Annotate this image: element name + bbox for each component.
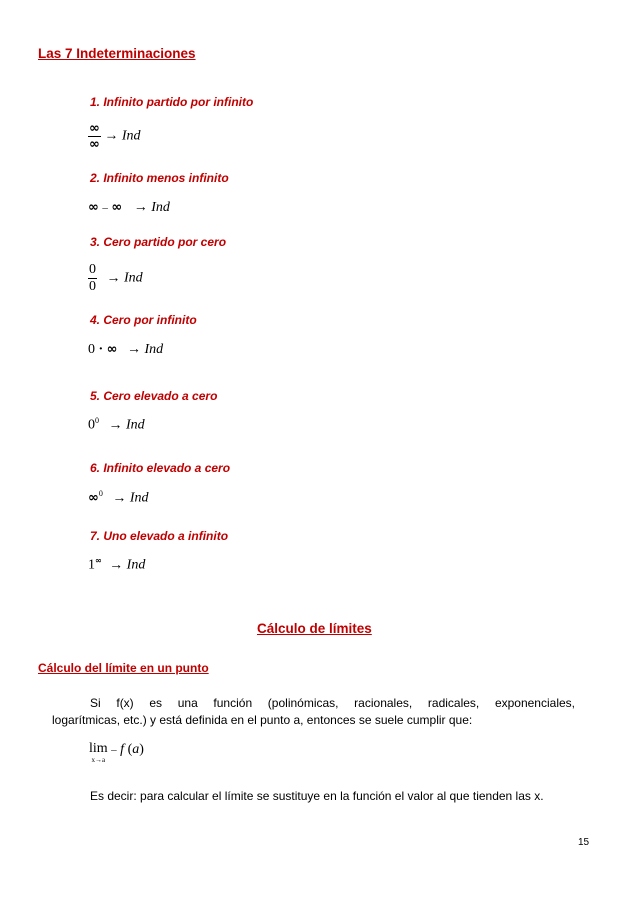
- numerator: ∞: [89, 121, 100, 136]
- dash: –: [111, 744, 117, 756]
- paragraph-line-1: Si f(x) es una función (polinómicas, racionales, radicales, exponenciales,: [90, 696, 575, 710]
- lim-subscript: x→a: [91, 756, 106, 764]
- formula-zero-pow-zero: [88, 416, 145, 434]
- arrow: →: [112, 490, 127, 506]
- paragraph-2: Es decir: para calcular el límite se sustituye en la función el valor al que tienden las x.: [90, 789, 544, 803]
- left-operand: 0: [88, 342, 95, 357]
- right-operand: ∞: [106, 342, 118, 357]
- lim-operator: lim: [89, 741, 108, 756]
- item-title-2: 2. Infinito menos infinito: [90, 171, 229, 185]
- result: Ind: [129, 490, 149, 506]
- item-title-6: 6. Infinito elevado a cero: [90, 461, 231, 475]
- result: Ind: [126, 557, 146, 573]
- left-operand: ∞: [88, 200, 99, 215]
- right-operand: ∞: [111, 200, 123, 215]
- exponent: 0: [98, 489, 103, 498]
- formula-zero-times-inf: [88, 342, 163, 358]
- formula-inf-pow-zero: [88, 489, 149, 507]
- result: Ind: [124, 270, 143, 286]
- arrow: →: [108, 417, 123, 433]
- arrow: →: [109, 557, 124, 573]
- result: Ind: [126, 417, 145, 433]
- arrow: →: [133, 200, 148, 215]
- result: Ind: [151, 200, 170, 215]
- denominator: ∞: [89, 137, 100, 152]
- result: Ind: [144, 342, 164, 357]
- item-title-3: 3. Cero partido por cero: [90, 235, 227, 249]
- formula-zero-over-zero: [88, 263, 143, 294]
- exponent: ∞: [95, 556, 102, 565]
- item-title-7: 7. Uno elevado a infinito: [90, 529, 229, 543]
- paragraph-line-2: logarítmicas, etc.) y está definida en el punto a, entonces se suele cumplir que:: [52, 713, 473, 727]
- result: Ind: [121, 128, 141, 144]
- exponent: 0: [95, 416, 99, 425]
- arrow: →: [106, 270, 121, 286]
- function-arg: a: [132, 742, 140, 757]
- operator: –: [102, 202, 108, 214]
- item-title-5: 5. Cero elevado a cero: [90, 389, 218, 403]
- formula-one-pow-inf: [88, 556, 145, 574]
- limit-formula: lim x→a – f (a): [89, 741, 144, 764]
- operator: ·: [98, 342, 104, 357]
- formula-inf-minus-inf: [88, 200, 170, 216]
- section-title: Cálculo de límites: [257, 621, 372, 636]
- arrow: →: [127, 342, 142, 357]
- formula-inf-over-inf: [88, 122, 141, 151]
- base: ∞: [88, 490, 99, 506]
- item-title-4: 4. Cero por infinito: [90, 313, 197, 327]
- page-heading: Las 7 Indeterminaciones: [38, 46, 196, 61]
- denominator: 0: [89, 279, 96, 294]
- page-number: 15: [578, 837, 590, 848]
- item-title-1: 1. Infinito partido por infinito: [90, 95, 254, 109]
- base: 1: [88, 557, 95, 573]
- subsection-title: Cálculo del límite en un punto: [38, 661, 209, 675]
- numerator: 0: [89, 262, 96, 277]
- function-name: f: [120, 742, 125, 757]
- arrow: →: [104, 128, 119, 144]
- base: 0: [88, 417, 95, 433]
